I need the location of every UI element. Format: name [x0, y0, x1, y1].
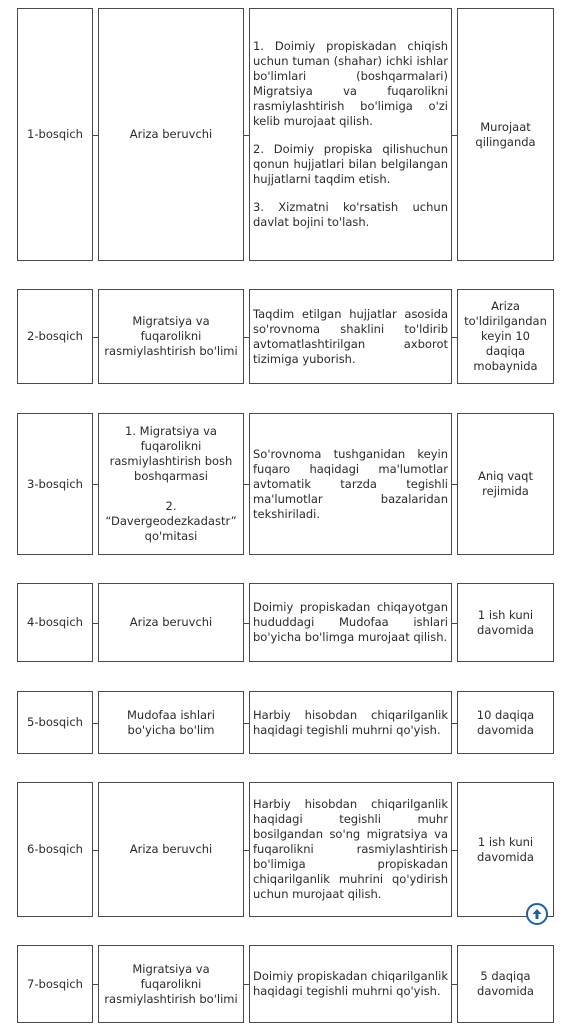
connector-line: [244, 623, 249, 624]
flow-step: [0, 691, 565, 754]
step-number-box: [17, 8, 93, 261]
flow-step: [0, 583, 565, 662]
connector-line: [244, 850, 249, 851]
step-actor-box: [98, 583, 244, 662]
step-description-box: [249, 782, 452, 917]
connector-line: [93, 984, 98, 985]
connector-line: [93, 337, 98, 338]
step-number: 4-bosqich: [27, 615, 83, 629]
step-time-box: [457, 945, 554, 1023]
step-time: Murojaat qilinganda: [475, 119, 536, 149]
connector-line: [93, 723, 98, 724]
step-number: 3-bosqich: [27, 476, 83, 491]
step-number-box: [17, 782, 93, 917]
step-time: 10 daqiqa davomida: [476, 707, 535, 737]
step-description-box: [249, 583, 452, 662]
step-time-box: [457, 691, 554, 754]
connector-line: [452, 850, 457, 851]
step-description-box: [249, 945, 452, 1023]
step-description: [253, 447, 448, 522]
step-description: [253, 708, 448, 738]
connector-line: [93, 850, 98, 851]
connector-line: [452, 623, 457, 624]
step-description: [253, 797, 448, 902]
step-time-box: [457, 413, 554, 555]
step-number-box: [17, 945, 93, 1023]
step-description-box: [249, 8, 452, 261]
flow-step: [0, 8, 565, 261]
arrow-up-circle-icon: [531, 908, 543, 920]
step-time-box: [457, 8, 554, 261]
step-actor: Migratsiya va fuqarolikni rasmiylashtirish bo'limi: [104, 961, 238, 1006]
connector-line: [452, 337, 457, 338]
step-number-box: [17, 691, 93, 754]
step-number: 1-bosqich: [27, 127, 83, 141]
step-description-paragraph: Doimiy propiskadan chiqarilganlik haqidagi tegishli muhrni qo'yish.: [253, 969, 448, 998]
step-description-paragraph: 2. Doimiy propiska qilishuchun qonun hujjatlari bilan belgilangan hujjatlarni taqdim etish.: [253, 142, 448, 186]
step-actor: Ariza beruvchi: [129, 127, 213, 141]
flow-step: [0, 289, 565, 384]
flow-step: [0, 782, 565, 917]
scroll-to-top-button[interactable]: [526, 903, 548, 925]
step-number: 7-bosqich: [27, 976, 83, 991]
step-actor-box: [98, 413, 244, 555]
connector-line: [244, 484, 249, 485]
step-actor-box: [98, 691, 244, 754]
connector-line: [452, 484, 457, 485]
connector-line: [452, 723, 457, 724]
connector-line: [93, 135, 98, 136]
step-number-box: [17, 413, 93, 555]
step-description: [253, 600, 448, 645]
step-time: Ariza to'ldirilgandan keyin 10 daqiqa mobaynida: [464, 299, 547, 373]
step-actor: Mudofaa ishlari bo'yicha bo'lim: [127, 707, 215, 737]
step-number: 2-bosqich: [27, 329, 83, 343]
flow-step: [0, 413, 565, 555]
step-time-box: [457, 289, 554, 384]
connector-line: [244, 337, 249, 338]
connector-line: [244, 984, 249, 985]
step-actor: 1. Migratsiya va fuqarolikni rasmiylashtirish bosh boshqarmasi 2. “Davergeodezkadastr” qo'mitasi: [105, 424, 237, 543]
step-description-paragraph: Harbiy hisobdan chiqarilganlik haqidagi tegishli muhrni qo'yish.: [253, 707, 448, 737]
step-time: 1 ish kuni davomida: [477, 607, 534, 637]
step-description-box: [249, 691, 452, 754]
connector-line: [452, 984, 457, 985]
step-actor-box: [98, 945, 244, 1023]
step-actor: Ariza beruvchi: [129, 842, 213, 856]
step-description: [253, 39, 448, 230]
connector-line: [93, 484, 98, 485]
step-number-box: [17, 289, 93, 384]
step-time: Aniq vaqt rejimida: [478, 469, 533, 498]
step-number: 6-bosqich: [27, 842, 83, 856]
step-time: 5 daqiqa davomida: [477, 969, 534, 998]
step-actor-box: [98, 8, 244, 261]
connector-line: [244, 723, 249, 724]
step-description-paragraph: 1. Doimiy propiskadan chiqish uchun tuman (shahar) ichki ishlar bo'limlari (boshqarmalari) Migratsiya va fuqarolikni rasmiylashtirish bo'limiga o'zi kelib murojaat qilish.: [253, 39, 448, 128]
step-description-paragraph: So'rovnoma tushganidan keyin fuqaro haqidagi ma'lumotlar avtomatik tarzda tegishli ma'lumotlar bazalaridan tekshiriladi.: [253, 446, 448, 521]
step-number-box: [17, 583, 93, 662]
step-description-box: [249, 289, 452, 384]
step-description: [253, 969, 448, 999]
flow-step: [0, 945, 565, 1023]
step-time: 1 ish kuni davomida: [477, 834, 534, 864]
step-actor-box: [98, 782, 244, 917]
step-time-box: [457, 583, 554, 662]
step-actor: Ariza beruvchi: [129, 615, 213, 629]
step-description-paragraph: Doimiy propiskadan chiqayotgan hududdagi Mudofaa ishlari bo'yicha bo'limga murojaat qilish.: [253, 600, 448, 644]
step-actor-box: [98, 289, 244, 384]
step-description-paragraph: 3. Xizmatni ko'rsatish uchun davlat bojini to'lash.: [253, 200, 448, 229]
step-description-paragraph: Taqdim etilgan hujjatlar asosida so'rovnoma shaklini to'ldirib avtomatlashtirilgan axborot tizimiga yuborish.: [253, 306, 448, 366]
step-time-box: [457, 782, 554, 917]
connector-line: [452, 135, 457, 136]
step-number: 5-bosqich: [27, 715, 83, 729]
step-description: [253, 307, 448, 367]
connector-line: [93, 623, 98, 624]
connector-line: [244, 135, 249, 136]
step-description-box: [249, 413, 452, 555]
step-actor: Migratsiya va fuqarolikni rasmiylashtirish bo'limi: [104, 314, 238, 358]
step-description-paragraph: Harbiy hisobdan chiqarilganlik haqidagi tegishli muhr bosilgandan so'ng migratsiya va fuqarolikni rasmiylashtirish bo'limiga propiskadan chiqarilganlik muhrini qo'ydirish uchun murojaat qilish.: [253, 797, 448, 901]
